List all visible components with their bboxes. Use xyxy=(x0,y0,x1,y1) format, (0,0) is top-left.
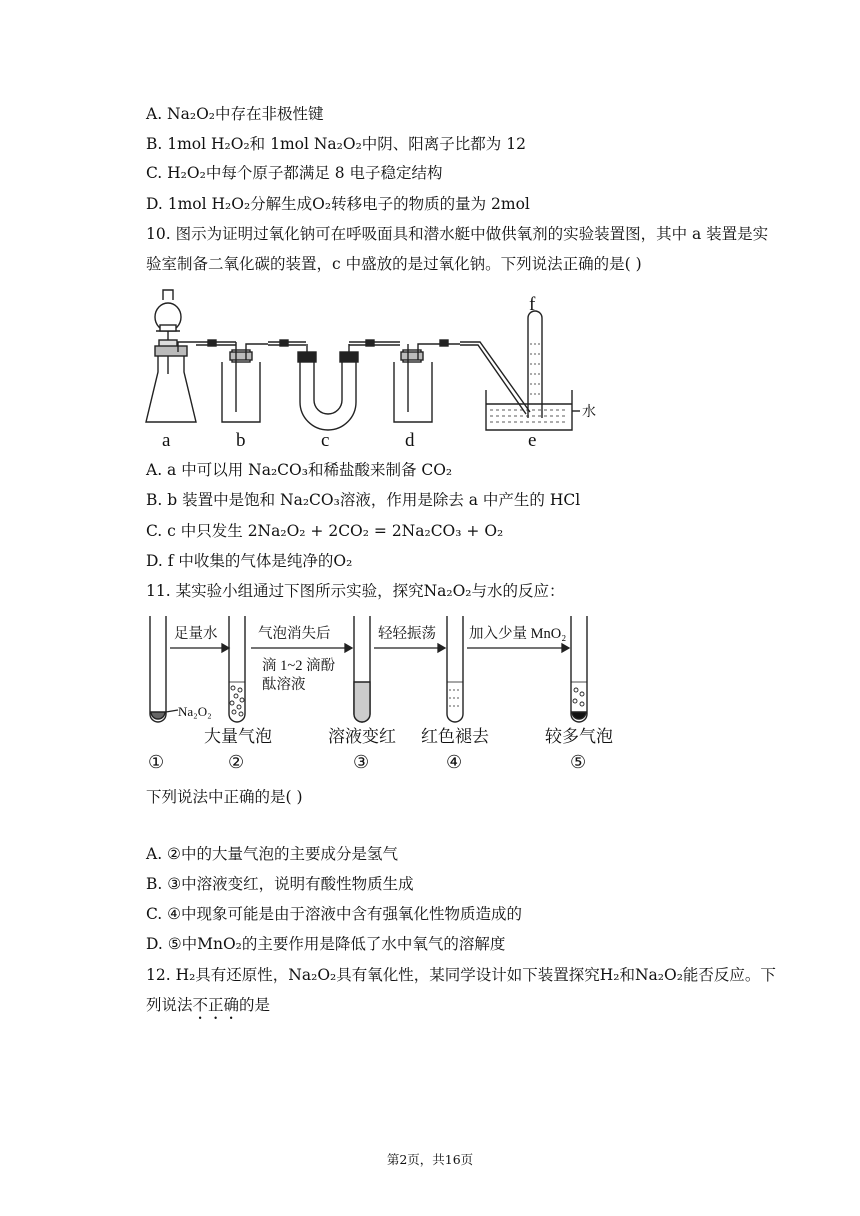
q12-stem-line2-pre: 列说法 xyxy=(146,996,193,1014)
bottle-d xyxy=(394,344,460,422)
obs3-label: 溶液变红 xyxy=(328,727,396,746)
q10-option-c: C. c 中只发生 2Na₂O₂ + 2CO₂ = 2Na₂CO₃ + O₂ xyxy=(146,522,504,540)
arrow1-label: 足量水 xyxy=(174,626,218,642)
q10-option-b: B. b 装置中是饱和 Na₂CO₃溶液，作用是除去 a 中产生的 HCl xyxy=(146,491,581,509)
q12-stem-line1: 12. H₂具有还原性，Na₂O₂具有氧化性，某同学设计如下装置探究H₂和Na₂O₂能否反应。下 xyxy=(146,966,776,984)
q11-question: 下列说法中正确的是( ) xyxy=(146,788,303,806)
circle-num-3: ③ xyxy=(353,752,370,772)
label-d: d xyxy=(405,430,415,451)
trough-e xyxy=(486,390,580,430)
obs2-label: 大量气泡 xyxy=(204,727,272,746)
circle-num-1: ① xyxy=(148,752,165,772)
q9-option-a: A. Na₂O₂中存在非极性键 xyxy=(146,105,324,123)
label-b: b xyxy=(236,430,246,451)
q11-option-b: B. ③中溶液变红，说明有酸性物质生成 xyxy=(146,875,414,893)
q12-stem-emphasis: 不正确 xyxy=(192,996,240,1014)
tube-f xyxy=(528,311,542,418)
q9-option-b: B. 1mol H₂O₂和 1mol Na₂O₂中阴、阳离子比都为 12 xyxy=(146,135,526,153)
circle-num-2: ② xyxy=(228,752,245,772)
circle-num-5: ⑤ xyxy=(570,752,587,772)
obs4-label: 红色褪去 xyxy=(421,727,489,746)
q11-stem: 11. 某实验小组通过下图所示实验，探究Na₂O₂与水的反应： xyxy=(146,582,565,600)
na2o2-label: Na₂O₂ xyxy=(178,704,212,719)
obs5-label: 较多气泡 xyxy=(545,727,613,746)
q9-option-d: D. 1mol H₂O₂分解生成O₂转移电子的物质的量为 2mol xyxy=(146,195,530,213)
q11-option-c: C. ④中现象可能是由于溶液中含有强氧化性物质造成的 xyxy=(146,905,523,923)
q11-experiment-figure xyxy=(0,608,860,778)
q10-apparatus-figure xyxy=(0,282,860,452)
q12-stem-line2-post: 的是 xyxy=(239,996,271,1014)
q9-option-c: C. H₂O₂中每个原子都满足 8 电子稳定结构 xyxy=(146,164,443,182)
label-water: 水 xyxy=(582,405,596,420)
q12-stem-line2 xyxy=(146,994,270,1023)
bottle-b xyxy=(222,342,268,422)
arrow2-label-line3: 酞溶液 xyxy=(262,677,306,693)
arrow2-label-line2: 滴 1~2 滴酚 xyxy=(262,658,336,674)
label-c: c xyxy=(321,430,330,451)
q10-stem-line1: 10. 图示为证明过氧化钠可在呼吸面具和潜水艇中做供氧剂的实验装置图，其中 a 装置是实 xyxy=(146,225,769,243)
q10-option-a: A. a 中可以用 Na₂CO₃和稀盐酸来制备 CO₂ xyxy=(146,461,453,479)
q11-option-d: D. ⑤中MnO₂的主要作用是降低了水中氧气的溶解度 xyxy=(146,935,506,953)
q10-stem-line2: 验室制备二氧化碳的装置，c 中盛放的是过氧化钠。下列说法正确的是( ) xyxy=(146,255,642,273)
label-e: e xyxy=(528,430,537,451)
label-a: a xyxy=(162,430,171,451)
circle-num-4: ④ xyxy=(446,752,463,772)
arrow3-label: 轻轻振荡 xyxy=(378,626,436,642)
flask-a xyxy=(146,290,196,422)
arrow2-label-line1: 气泡消失后 xyxy=(258,626,331,642)
q11-option-a: A. ②中的大量气泡的主要成分是氢气 xyxy=(146,845,398,863)
utube-c xyxy=(298,344,358,430)
arrow4-label: 加入少量 MnO₂ xyxy=(469,626,567,642)
label-f: f xyxy=(529,294,536,315)
q10-option-d: D. f 中收集的气体是纯净的O₂ xyxy=(146,552,353,570)
page-footer: 第2页，共16页 xyxy=(386,1152,474,1167)
